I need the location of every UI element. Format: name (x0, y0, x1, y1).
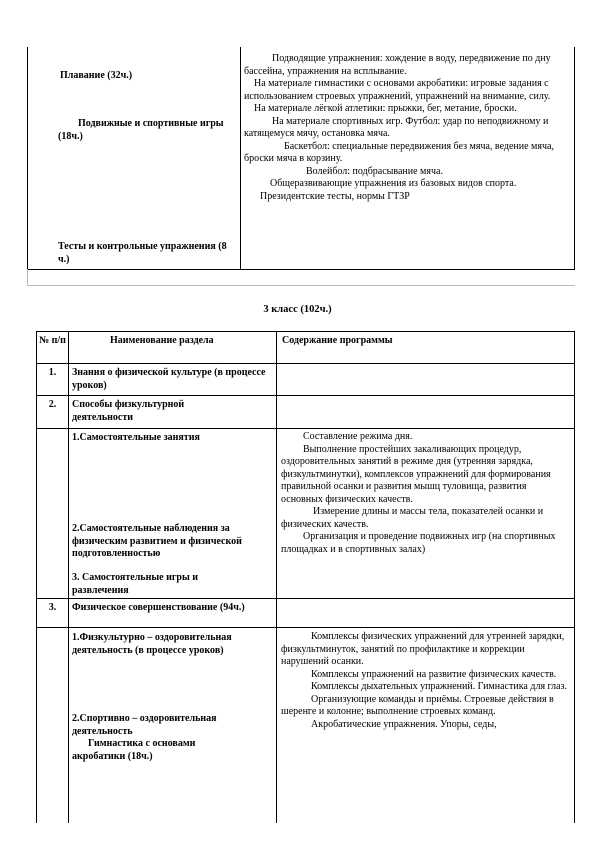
content-line: Акробатические упражнения. Упоры, седы, (311, 718, 497, 730)
row-section: Физическое совершенствование (94ч.) (72, 602, 245, 613)
content-line: Составление режима дня. (303, 431, 413, 442)
content-line: Выполнение простейших закаливающих процедур, оздоровительных занятий в режиме дня (утренняя зарядка, физкультминутки), комплексов упражнений для формирования правильной осанки и развития мышц туловища, развития основных физических качеств. (281, 443, 551, 505)
row-divider (36, 395, 575, 396)
subsection-independent-games: 3. Самостоятельные игры и развлечения (72, 572, 199, 596)
content-line: Измерение длины и массы тела, показателей осанки и физических качеств. (281, 506, 544, 530)
subsection-health-activity: 1.Физкультурно – оздоровительная деятельность (в процессе уроков) (72, 632, 232, 656)
top-table-divider (240, 47, 241, 269)
content-line: На материале спортивных игр. Футбол: удар по неподвижному и катящемуся мячу, остановка мяча. (244, 115, 549, 139)
content-line: Комплексы физических упражнений для утренней зарядки, физкультминуток, занятий по профилактике и коррекции нарушений осанки. (281, 631, 565, 667)
row-section: Способы физкультурной деятельности (72, 399, 185, 423)
row-number: 1. (48, 367, 57, 378)
section-tests: Тесты и контрольные упражнения (8 ч.) (58, 241, 227, 265)
content-line: Баскетбол: специальные передвижения без мяча, ведение мяча, броски мяча в корзину. (244, 140, 554, 164)
content-line: На материале лёгкой атлетики: прыжки, бег, метание, броски. (254, 103, 517, 114)
main-table-right-border (574, 331, 575, 823)
content-line: Общеразвивающие упражнения из базовых видов спорта. (270, 178, 517, 189)
content-line: Комплексы упражнений на развитие физических качеств. (311, 668, 557, 680)
top-table-bottom-border (27, 269, 575, 270)
content-line: Подводящие упражнения: хождение в воду, передвижение по дну бассейна, упражнения на всплывание. (244, 53, 551, 77)
header-section: Наименование раздела (110, 335, 214, 346)
main-table-col2-divider (276, 331, 277, 823)
subsection-independent-exercises: 1.Самостоятельные занятия (72, 432, 200, 443)
row-divider (36, 428, 575, 429)
content-line: На материале гимнастики с основами акробатики: игровые задания с использованием строевых упражнений, упражнений на внимание, силу. (244, 78, 551, 102)
content-line: Волейбол: подбрасывание мяча. (306, 165, 443, 177)
top-table-stub (27, 269, 28, 285)
header-content: Содержание программы (282, 335, 393, 346)
top-table-content (244, 53, 570, 203)
row-divider (36, 363, 575, 364)
main-table-col1-divider (68, 331, 69, 823)
content-line: Президентские тесты, нормы ГТЗР (260, 190, 410, 202)
subsection-self-observation: 2.Самостоятельные наблюдения за физическим развитием и физической подготовленностью (72, 523, 242, 559)
row-number: 3. (48, 602, 57, 613)
section-swimming: Плавание (32ч.) (60, 70, 133, 81)
subsection-sports-activity: 2.Спортивно – оздоровительная деятельность (72, 713, 217, 737)
grade-heading: 3 класс (102ч.) (263, 304, 332, 315)
top-table-stub-line (27, 285, 575, 286)
top-table-right-border (574, 47, 575, 269)
content-line: Комплексы дыхательных упражнений. Гимнастика для глаз. (311, 681, 568, 692)
main-table-top-border (36, 331, 575, 332)
row-number: 2. (48, 399, 57, 410)
row-divider (36, 598, 575, 599)
content-line: Организация и проведение подвижных игр (на спортивных площадках и в спортивных залах) (281, 531, 556, 555)
section-games: Подвижные и спортивные игры (18ч.) (58, 118, 224, 142)
row-content (281, 631, 569, 731)
content-line: Организующие команды и приёмы. Строевые действия в шеренге и колонне; выполнение строевых команд. (281, 693, 554, 717)
header-number: № п/п (39, 335, 66, 346)
row-section: Знания о физической культуре (в процессе уроков) (72, 367, 266, 391)
row-content (281, 431, 569, 556)
subsection-gymnastics: Гимнастика с основами акробатики (18ч.) (72, 738, 196, 762)
top-table-left-border (27, 47, 28, 269)
row-divider (36, 627, 575, 628)
